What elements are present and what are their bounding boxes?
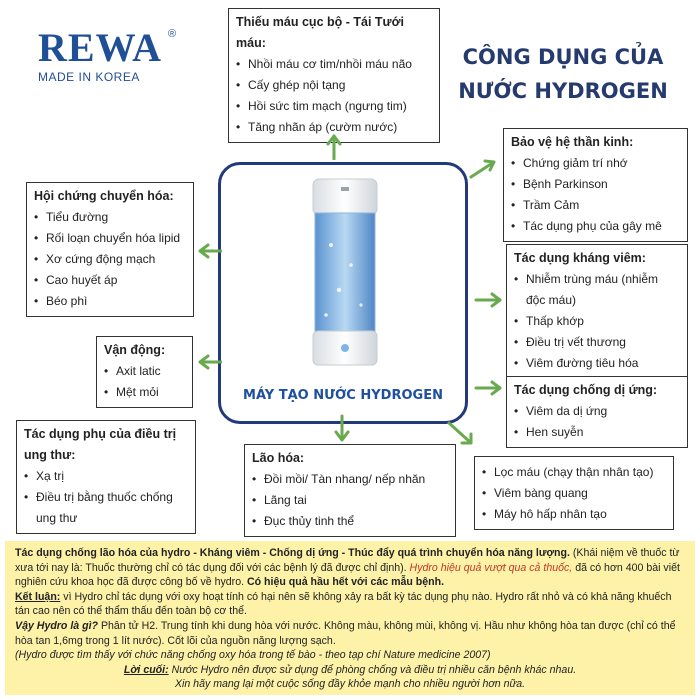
list-item: • Thấp khớp bbox=[514, 311, 680, 332]
box-title: Lão hóa: bbox=[252, 451, 305, 465]
list-item: • Tác dụng phụ của gây mê bbox=[511, 216, 680, 237]
list-item: • Đục thủy tinh thể bbox=[252, 511, 448, 532]
list-item: • Béo phì bbox=[34, 291, 186, 312]
note-p3-label: Vậy Hydro là gì? bbox=[15, 619, 99, 632]
title-line-1: CÔNG DỤNG CỦA bbox=[462, 45, 664, 69]
registered-mark: ® bbox=[168, 28, 177, 40]
box-metabolic-syndrome bbox=[26, 182, 194, 317]
box-aging bbox=[244, 444, 456, 537]
box-anti-inflammation bbox=[506, 244, 688, 379]
list-item: • Lãng tai bbox=[252, 490, 448, 511]
box-list bbox=[104, 361, 185, 403]
list-item: • Hen suyễn bbox=[514, 422, 680, 443]
box-dialysis bbox=[474, 456, 674, 530]
list-item: • Axit latic bbox=[104, 361, 185, 382]
list-item: • Xơ cứng động mạch bbox=[34, 249, 186, 270]
brand-name: REWA bbox=[38, 25, 163, 70]
box-list bbox=[482, 462, 666, 525]
list-item: • Viêm da dị ứng bbox=[514, 401, 680, 422]
list-item: • Xạ trị bbox=[24, 466, 188, 487]
note-p1-highlight: Hydro hiệu quả vượt qua cả thuốc, bbox=[409, 561, 573, 574]
note-paragraph-3 bbox=[15, 619, 685, 648]
note-paragraph-1 bbox=[15, 546, 685, 590]
list-item: • Tiểu đường bbox=[34, 207, 186, 228]
note-p5-text: Nước Hydro nên được sử dụng để phòng chống và điều trị nhiều căn bệnh khác nhau. bbox=[168, 663, 577, 676]
list-item: • Hồi sức tim mạch (ngưng tim) bbox=[236, 96, 432, 117]
list-item: • Tăng nhãn áp (cườm nước) bbox=[236, 117, 432, 138]
list-item: • Máy hô hấp nhân tạo bbox=[482, 504, 666, 525]
list-item: • Viêm đường tiêu hóa bbox=[514, 353, 680, 374]
list-item: • Bệnh Parkinson bbox=[511, 174, 680, 195]
hydrogen-bottle-icon bbox=[221, 165, 465, 385]
box-list bbox=[252, 469, 448, 532]
list-item: • Rối loạn chuyển hóa lipid bbox=[34, 228, 186, 249]
list-item: • Mệt mỏi bbox=[104, 382, 185, 403]
list-item: • Lọc máu (chạy thận nhân tạo) bbox=[482, 462, 666, 483]
arrow-down-right-icon bbox=[446, 420, 474, 446]
box-list bbox=[24, 466, 188, 529]
list-item: • Cao huyết áp bbox=[34, 270, 186, 291]
arrow-up-right-icon bbox=[468, 158, 496, 180]
note-paragraph-2 bbox=[15, 590, 685, 619]
box-list bbox=[236, 54, 432, 138]
box-exercise bbox=[96, 336, 193, 408]
list-item: • Cấy ghép nội tạng bbox=[236, 75, 432, 96]
arrow-up-icon bbox=[326, 134, 342, 160]
list-item: • Điều trị bằng thuốc chống ung thư bbox=[24, 487, 188, 529]
box-title: Tác dụng phụ của điều trị ung thư: bbox=[24, 427, 177, 462]
list-item: • Nhiễm trùng máu (nhiễm độc máu) bbox=[514, 269, 680, 311]
list-item: • Đồi mồi/ Tàn nhang/ nếp nhăn bbox=[252, 469, 448, 490]
note-p1-text-2: đã có hơn 400 bài viết nghiên cứu khoa học đã được công bố về hydro. bbox=[15, 561, 680, 589]
box-title: Bảo vệ hệ thần kinh: bbox=[511, 135, 634, 149]
box-title: Tác dụng chống dị ứng: bbox=[514, 383, 658, 397]
arrow-down-icon bbox=[334, 414, 350, 442]
box-title: Vận động: bbox=[104, 343, 166, 357]
list-item: • Viêm bàng quang bbox=[482, 483, 666, 504]
list-item: • Chứng giảm trí nhớ bbox=[511, 153, 680, 174]
note-p2-text: vì Hydro chỉ tác dụng với oxy hoạt tính có hại nên sẽ không xảy ra bất kỳ tác dụng phụ nào. Hydro rất nhỏ và có khả năng khuếch tán cao nên có thể thẩm thấu đến toàn bộ cơ thể. bbox=[15, 590, 672, 618]
box-list bbox=[34, 207, 186, 312]
brand-tagline: MADE IN KOREA bbox=[38, 70, 140, 84]
note-p3-text: Phân tử H2. Trung tính khi dung hòa với nước. Không màu, không mùi, không vị. Hầu như không hòa tan được (chỉ có thể hòa tan 1,6mg trong 1 lít nước). Cốt lõi của nguồn năng lượng sạch. bbox=[15, 619, 676, 647]
box-list bbox=[511, 153, 680, 237]
box-nerve-protection bbox=[503, 128, 688, 242]
note-paragraph-6: Xin hãy mang lại một cuộc sống đầy khỏe mạnh cho nhiều người hơn nữa. bbox=[174, 678, 526, 691]
note-p1-text: (Khái niệm về thuốc từ xưa tới nay là: Thuốc thường chỉ có tác dụng đối với các bệnh lý đã được chỉ định). bbox=[15, 547, 680, 574]
note-p1-bold-2: Có hiệu quả hầu hết với các mẫu bệnh. bbox=[246, 576, 445, 589]
note-p2-label: Kết luận: bbox=[15, 590, 61, 603]
box-list bbox=[514, 401, 680, 443]
list-item: • Điều trị vết thương bbox=[514, 332, 680, 353]
note-p5-label: Lời cuối: bbox=[123, 663, 169, 676]
list-item: • Nhồi máu cơ tim/nhồi máu não bbox=[236, 54, 432, 75]
page-title bbox=[448, 40, 678, 108]
box-title: Thiếu máu cục bộ - Tái Tưới máu: bbox=[236, 15, 404, 50]
info-note bbox=[5, 541, 695, 695]
arrow-left-icon bbox=[198, 354, 222, 370]
arrow-right-icon bbox=[474, 292, 502, 308]
title-line-2: NƯỚC HYDROGEN bbox=[458, 79, 668, 103]
note-paragraph-4: (Hydro được tìm thấy với chức năng chống oxy hóa trong tế bào - theo tạp chí Nature medicine 2007) bbox=[15, 649, 491, 662]
box-ischemia bbox=[228, 8, 440, 143]
device-frame bbox=[218, 162, 468, 424]
list-item: • Trầm Cảm bbox=[511, 195, 680, 216]
note-paragraph-5 bbox=[15, 663, 685, 678]
arrow-right-icon bbox=[474, 380, 502, 396]
brand-logo bbox=[38, 25, 178, 84]
box-list bbox=[514, 269, 680, 374]
box-title: Hội chứng chuyển hóa: bbox=[34, 189, 174, 203]
box-cancer-treatment bbox=[16, 420, 196, 534]
device-label: MÁY TẠO NƯỚC HYDROGEN bbox=[243, 388, 443, 403]
box-title: Tác dụng kháng viêm: bbox=[514, 251, 646, 265]
note-p1-bold: Tác dụng chống lão hóa của hydro - Kháng viêm - Chống dị ứng - Thúc đẩy quá trình chuyển hóa năng lượng. bbox=[15, 547, 570, 559]
box-anti-allergy bbox=[506, 376, 688, 448]
arrow-left-icon bbox=[198, 243, 222, 259]
